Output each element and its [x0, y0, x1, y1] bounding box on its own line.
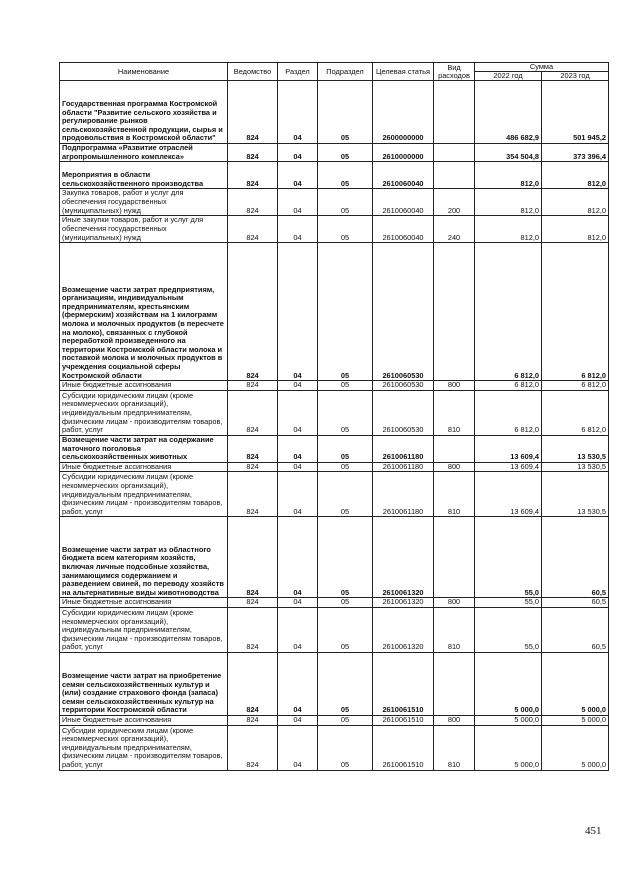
table-row — [60, 517, 609, 598]
dept-cell: 824 — [228, 390, 278, 435]
target-cell: 2610060530 — [373, 390, 434, 435]
sum-2022-cell: 812,0 — [475, 162, 542, 189]
sum-2023-cell: 501 945,2 — [542, 81, 609, 144]
table-row — [60, 462, 609, 472]
target-cell: 2610060040 — [373, 162, 434, 189]
table-row — [60, 435, 609, 462]
name-cell: Возмещение части затрат из областного бюджета всем категориям хозяйств, включая личные подсобные хозяйства, занимающимся содержанием и разведением свиней, по переводу хозяйств на альтернативные виды животноводства — [60, 517, 228, 598]
dept-cell: 824 — [228, 607, 278, 652]
table-row — [60, 381, 609, 391]
subsection-cell: 05 — [318, 390, 373, 435]
sum-2023-cell: 13 530,5 — [542, 435, 609, 462]
subsection-cell: 05 — [318, 598, 373, 608]
name-cell: Иные закупки товаров, работ и услуг для обеспечения государственных (муниципальных) нужд — [60, 216, 228, 243]
type-cell: 200 — [434, 189, 475, 216]
name-cell: Возмещение части затрат на приобретение семян сельскохозяйственных культур и (или) создание страхового фонда (запаса) семян сельскохозяйственных культур на территории Костромской области — [60, 652, 228, 715]
table-row — [60, 189, 609, 216]
sum-2022-cell: 354 504,8 — [475, 144, 542, 162]
sum-2022-cell: 5 000,0 — [475, 725, 542, 770]
subsection-cell: 05 — [318, 607, 373, 652]
header-section: Раздел — [278, 63, 318, 81]
type-cell — [434, 517, 475, 598]
dept-cell: 824 — [228, 462, 278, 472]
sum-2022-cell: 486 682,9 — [475, 81, 542, 144]
subsection-cell: 05 — [318, 517, 373, 598]
dept-cell: 824 — [228, 652, 278, 715]
table-row — [60, 390, 609, 435]
target-cell: 2610000000 — [373, 144, 434, 162]
subsection-cell: 05 — [318, 81, 373, 144]
sum-2023-cell: 60,5 — [542, 607, 609, 652]
sum-2023-cell: 812,0 — [542, 189, 609, 216]
section-cell: 04 — [278, 390, 318, 435]
target-cell: 2600000000 — [373, 81, 434, 144]
section-cell: 04 — [278, 162, 318, 189]
type-cell: 800 — [434, 715, 475, 725]
subsection-cell: 05 — [318, 435, 373, 462]
section-cell: 04 — [278, 472, 318, 517]
subsection-cell: 05 — [318, 189, 373, 216]
name-cell: Возмещение части затрат предприятиям, организациям, индивидуальным предпринимателям, крестьянским (фермерским) хозяйствам на 1 килограмм молока и молочных продуктов (в пересчете на молоко), связанных с глубокой переработкой произведенного на территории Костромской области молока и поставкой молока и молочных продуктов в учреждения социальной сферы Костромской области — [60, 243, 228, 381]
header-name: Наименование — [60, 63, 228, 81]
sum-2023-cell: 13 530,5 — [542, 462, 609, 472]
budget-table — [59, 62, 609, 771]
header-subsection: Подраздел — [318, 63, 373, 81]
table-row — [60, 652, 609, 715]
name-cell: Субсидии юридическим лицам (кроме некоммерческих организаций), индивидуальным предпринимателям, физическим лицам - производителям товаров, работ, услуг — [60, 725, 228, 770]
type-cell: 810 — [434, 607, 475, 652]
dept-cell: 824 — [228, 81, 278, 144]
section-cell: 04 — [278, 725, 318, 770]
sum-2023-cell: 5 000,0 — [542, 715, 609, 725]
section-cell: 04 — [278, 462, 318, 472]
sum-2023-cell: 13 530,5 — [542, 472, 609, 517]
sum-2022-cell: 13 609,4 — [475, 435, 542, 462]
subsection-cell: 05 — [318, 652, 373, 715]
type-cell — [434, 243, 475, 381]
header-sum: Сумма — [475, 63, 609, 72]
table-body — [60, 81, 609, 771]
sum-2022-cell: 5 000,0 — [475, 715, 542, 725]
name-cell: Государственная программа Костромской области "Развитие сельского хозяйства и регулирование рынков сельскохозяйственной продукции, сырья и продовольствия в Костромской области" — [60, 81, 228, 144]
sum-2022-cell: 13 609,4 — [475, 472, 542, 517]
sum-2023-cell: 5 000,0 — [542, 725, 609, 770]
dept-cell: 824 — [228, 715, 278, 725]
dept-cell: 824 — [228, 189, 278, 216]
section-cell: 04 — [278, 216, 318, 243]
sum-2023-cell: 812,0 — [542, 162, 609, 189]
sum-2022-cell: 55,0 — [475, 598, 542, 608]
table-row — [60, 144, 609, 162]
dept-cell: 824 — [228, 435, 278, 462]
type-cell — [434, 81, 475, 144]
target-cell: 2610061180 — [373, 472, 434, 517]
subsection-cell: 05 — [318, 381, 373, 391]
subsection-cell: 05 — [318, 725, 373, 770]
table-row — [60, 607, 609, 652]
sum-2022-cell: 6 812,0 — [475, 390, 542, 435]
target-cell: 2610060040 — [373, 216, 434, 243]
table-row — [60, 243, 609, 381]
target-cell: 2610061510 — [373, 715, 434, 725]
subsection-cell: 05 — [318, 715, 373, 725]
section-cell: 04 — [278, 652, 318, 715]
header-target: Целевая статья — [373, 63, 434, 81]
name-cell: Подпрограмма «Развитие отраслей агропромышленного комплекса» — [60, 144, 228, 162]
sum-2023-cell: 60,5 — [542, 517, 609, 598]
table-row — [60, 725, 609, 770]
subsection-cell: 05 — [318, 144, 373, 162]
target-cell: 2610061510 — [373, 725, 434, 770]
target-cell: 2610061320 — [373, 517, 434, 598]
subsection-cell: 05 — [318, 243, 373, 381]
name-cell: Возмещение части затрат на содержание маточного поголовья сельскохозяйственных животных — [60, 435, 228, 462]
subsection-cell: 05 — [318, 472, 373, 517]
name-cell: Субсидии юридическим лицам (кроме некоммерческих организаций), индивидуальным предпринимателям, физическим лицам - производителям товаров, работ, услуг — [60, 390, 228, 435]
target-cell: 2610061510 — [373, 652, 434, 715]
sum-2022-cell: 13 609,4 — [475, 462, 542, 472]
sum-2023-cell: 6 812,0 — [542, 390, 609, 435]
dept-cell: 824 — [228, 144, 278, 162]
subsection-cell: 05 — [318, 162, 373, 189]
sum-2023-cell: 812,0 — [542, 216, 609, 243]
type-cell — [434, 435, 475, 462]
type-cell: 810 — [434, 390, 475, 435]
header-dept: Ведомство — [228, 63, 278, 81]
name-cell: Иные бюджетные ассигнования — [60, 381, 228, 391]
sum-2023-cell: 60,5 — [542, 598, 609, 608]
section-cell: 04 — [278, 243, 318, 381]
section-cell: 04 — [278, 189, 318, 216]
sum-2022-cell: 55,0 — [475, 517, 542, 598]
section-cell: 04 — [278, 144, 318, 162]
sum-2022-cell: 812,0 — [475, 216, 542, 243]
target-cell: 2610061180 — [373, 462, 434, 472]
type-cell: 800 — [434, 598, 475, 608]
type-cell: 810 — [434, 725, 475, 770]
subsection-cell: 05 — [318, 216, 373, 243]
sum-2022-cell: 5 000,0 — [475, 652, 542, 715]
type-cell: 800 — [434, 381, 475, 391]
name-cell: Иные бюджетные ассигнования — [60, 598, 228, 608]
dept-cell: 824 — [228, 725, 278, 770]
table-row — [60, 472, 609, 517]
sum-2023-cell: 373 396,4 — [542, 144, 609, 162]
type-cell — [434, 144, 475, 162]
section-cell: 04 — [278, 598, 318, 608]
dept-cell: 824 — [228, 243, 278, 381]
type-cell: 800 — [434, 462, 475, 472]
section-cell: 04 — [278, 715, 318, 725]
header-2022: 2022 год — [475, 72, 542, 81]
sum-2023-cell: 6 812,0 — [542, 381, 609, 391]
sum-2022-cell: 55,0 — [475, 607, 542, 652]
table-row — [60, 598, 609, 608]
name-cell: Субсидии юридическим лицам (кроме некоммерческих организаций), индивидуальным предпринимателям, физическим лицам - производителям товаров, работ, услуг — [60, 607, 228, 652]
dept-cell: 824 — [228, 216, 278, 243]
dept-cell: 824 — [228, 162, 278, 189]
type-cell: 810 — [434, 472, 475, 517]
name-cell: Иные бюджетные ассигнования — [60, 462, 228, 472]
header-type: Вид расходов — [434, 63, 475, 81]
table-row — [60, 162, 609, 189]
name-cell: Субсидии юридическим лицам (кроме некоммерческих организаций), индивидуальным предпринимателям, физическим лицам - производителям товаров, работ, услуг — [60, 472, 228, 517]
target-cell: 2610061320 — [373, 607, 434, 652]
section-cell: 04 — [278, 607, 318, 652]
dept-cell: 824 — [228, 381, 278, 391]
target-cell: 2610061320 — [373, 598, 434, 608]
table-row — [60, 715, 609, 725]
dept-cell: 824 — [228, 517, 278, 598]
target-cell: 2610060530 — [373, 381, 434, 391]
dept-cell: 824 — [228, 472, 278, 517]
sum-2023-cell: 5 000,0 — [542, 652, 609, 715]
type-cell: 240 — [434, 216, 475, 243]
sum-2022-cell: 6 812,0 — [475, 243, 542, 381]
name-cell: Закупка товаров, работ и услуг для обеспечения государственных (муниципальных) нужд — [60, 189, 228, 216]
section-cell: 04 — [278, 517, 318, 598]
sum-2022-cell: 6 812,0 — [475, 381, 542, 391]
type-cell — [434, 162, 475, 189]
section-cell: 04 — [278, 435, 318, 462]
name-cell: Мероприятия в области сельскохозяйственного производства — [60, 162, 228, 189]
dept-cell: 824 — [228, 598, 278, 608]
type-cell — [434, 652, 475, 715]
subsection-cell: 05 — [318, 462, 373, 472]
section-cell: 04 — [278, 381, 318, 391]
sum-2023-cell: 6 812,0 — [542, 243, 609, 381]
sum-2022-cell: 812,0 — [475, 189, 542, 216]
header-2023: 2023 год — [542, 72, 609, 81]
name-cell: Иные бюджетные ассигнования — [60, 715, 228, 725]
target-cell: 2610060530 — [373, 243, 434, 381]
section-cell: 04 — [278, 81, 318, 144]
target-cell: 2610061180 — [373, 435, 434, 462]
target-cell: 2610060040 — [373, 189, 434, 216]
page-number: 451 — [585, 825, 602, 837]
table-row — [60, 81, 609, 144]
table-row — [60, 216, 609, 243]
